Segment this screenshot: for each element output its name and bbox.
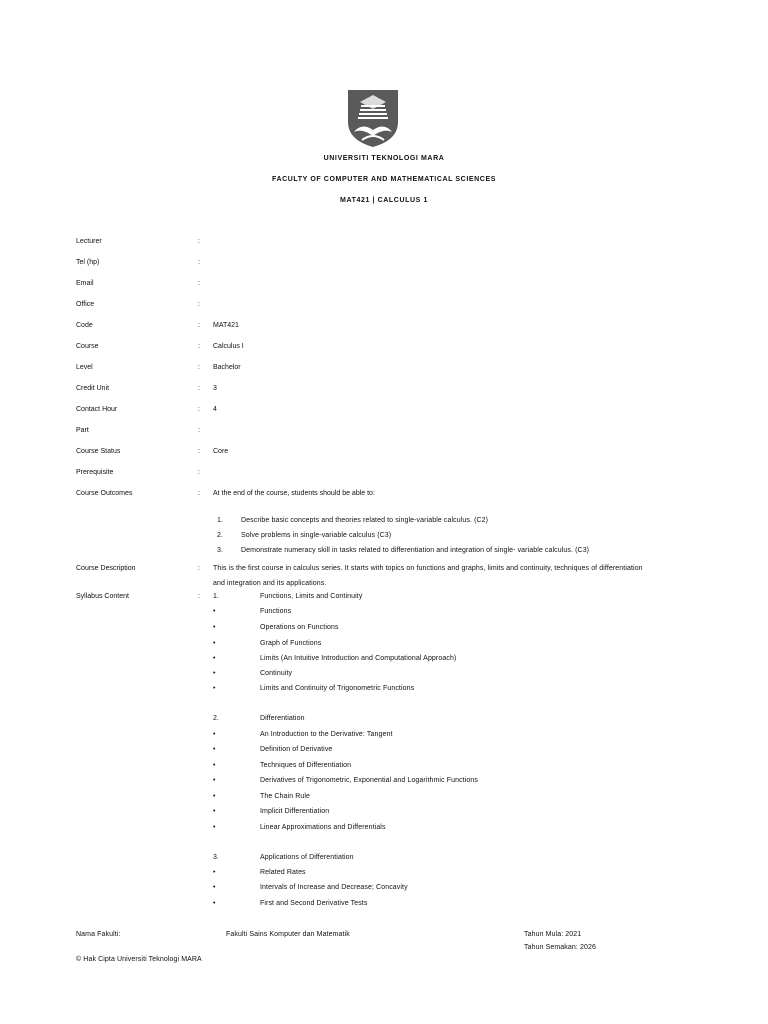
- footer-faculty-label: Nama Fakulti:: [76, 931, 121, 938]
- bullet-icon: •: [213, 777, 216, 784]
- syllabus-item-text: Functions: [260, 608, 292, 615]
- bullet-icon: •: [213, 670, 216, 677]
- syllabus-item-text: Definition of Derivative: [260, 746, 333, 753]
- bullet-icon: •: [213, 655, 216, 662]
- field-value: Bachelor: [213, 364, 241, 371]
- field-colon: :: [198, 238, 200, 245]
- field-value: 3: [213, 385, 217, 392]
- outcomes-label: Course Outcomes: [76, 490, 133, 497]
- syllabus-item: [0, 624, 768, 634]
- field-colon: :: [198, 427, 200, 434]
- syllabus-item-text: Linear Approximations and Differentials: [260, 824, 386, 831]
- field-label: Credit Unit: [76, 385, 110, 392]
- outcome-item: [0, 547, 768, 557]
- course-description: [0, 565, 768, 589]
- field-colon: :: [198, 301, 200, 308]
- bullet-icon: •: [213, 762, 216, 769]
- field-level: [0, 364, 768, 374]
- syllabus-item-text: Related Rates: [260, 869, 306, 876]
- field-colon: :: [198, 490, 200, 497]
- outcome-item: [0, 517, 768, 527]
- syllabus-section-title: [0, 593, 768, 603]
- field-tel: [0, 259, 768, 269]
- syllabus-section-title: [0, 854, 768, 864]
- syllabus-item: [0, 884, 768, 894]
- syllabus-item-text: An Introduction to the Derivative: Tangent: [260, 731, 393, 738]
- field-code: [0, 322, 768, 332]
- bullet-icon: •: [213, 640, 216, 647]
- syllabus-item-text: Techniques of Differentiation: [260, 762, 352, 769]
- section-title: Differentiation: [260, 715, 305, 722]
- field-label: Office: [76, 301, 95, 308]
- syllabus-item-text: Graph of Functions: [260, 640, 322, 647]
- bullet-icon: •: [213, 900, 216, 907]
- field-label: Course Status: [76, 448, 121, 455]
- syllabus-item: [0, 777, 768, 787]
- bullet-icon: •: [213, 884, 216, 891]
- field-value: Calculus I: [213, 343, 244, 350]
- field-course-status: [0, 448, 768, 458]
- field-value: 4: [213, 406, 217, 413]
- syllabus-item: [0, 685, 768, 695]
- outcome-item: [0, 532, 768, 542]
- bullet-icon: •: [213, 685, 216, 692]
- syllabus-item: [0, 608, 768, 618]
- outcome-text: Describe basic concepts and theories related to single-variable calculus. (C2): [241, 517, 489, 524]
- syllabus-item-text: Derivatives of Trigonometric, Exponential and Logarithmic Functions: [260, 777, 478, 784]
- section-number: 1.: [213, 593, 219, 600]
- bullet-icon: •: [213, 608, 216, 615]
- outcome-number: 1.: [217, 517, 223, 524]
- field-email: [0, 280, 768, 290]
- uitm-logo: [348, 88, 398, 148]
- bullet-icon: •: [213, 731, 216, 738]
- field-colon: :: [198, 364, 200, 371]
- field-label: Course: [76, 343, 99, 350]
- footer-review-year: Tahun Semakan: 2026: [524, 944, 596, 951]
- syllabus-item-text: First and Second Derivative Tests: [260, 900, 368, 907]
- bullet-icon: •: [213, 793, 216, 800]
- field-colon: :: [198, 385, 200, 392]
- field-course: [0, 343, 768, 353]
- field-colon: :: [198, 259, 200, 266]
- syllabus-item-text: Operations on Functions: [260, 624, 339, 631]
- syllabus-item-text: Limits (An Intuitive Introduction and Computational Approach): [260, 655, 457, 662]
- field-part: [0, 427, 768, 437]
- bullet-icon: •: [213, 808, 216, 815]
- field-label: Part: [76, 427, 89, 434]
- field-colon: :: [198, 406, 200, 413]
- field-colon: :: [198, 565, 200, 572]
- syllabus-section-title: [0, 715, 768, 725]
- syllabus-item-text: Implicit Differentiation: [260, 808, 330, 815]
- syllabus-item: [0, 824, 768, 834]
- outcomes-intro: At the end of the course, students should be able to:: [213, 490, 375, 497]
- syllabus-item: [0, 655, 768, 665]
- syllabus-item: [0, 670, 768, 680]
- section-number: 3.: [213, 854, 219, 861]
- syllabus-item: [0, 808, 768, 818]
- syllabus-item: [0, 762, 768, 772]
- syllabus-label: Syllabus Content: [76, 593, 129, 600]
- syllabus-item-text: Intervals of Increase and Decrease; Concavity: [260, 884, 408, 891]
- field-office: [0, 301, 768, 311]
- description-label: Course Description: [76, 565, 136, 572]
- field-colon: :: [198, 280, 200, 287]
- footer-start-year: Tahun Mula: 2021: [524, 931, 582, 938]
- footer-faculty-value: Fakulti Sains Komputer dan Matematik: [226, 931, 350, 938]
- syllabus-item-text: The Chain Rule: [260, 793, 311, 800]
- field-colon: :: [198, 469, 200, 476]
- field-label: Prerequisite: [76, 469, 114, 476]
- faculty-name: FACULTY OF COMPUTER AND MATHEMATICAL SCIENCES: [271, 176, 497, 183]
- outcome-number: 2.: [217, 532, 223, 539]
- description-line: This is the first course in calculus series. It starts with topics on functions and graphs, limits and continuity, techniques of differentiation: [213, 565, 643, 572]
- field-contact-hour: [0, 406, 768, 416]
- description-line: and integration and its applications.: [213, 580, 327, 587]
- outcome-text: Demonstrate numeracy skill in tasks related to differentiation and integration of single- variable calculus. (C3): [241, 547, 590, 554]
- field-colon: :: [198, 322, 200, 329]
- outcome-number: 3.: [217, 547, 223, 554]
- syllabus-item: [0, 731, 768, 741]
- field-colon: :: [198, 593, 200, 600]
- syllabus-item-text: Limits and Continuity of Trigonometric Functions: [260, 685, 415, 692]
- bullet-icon: •: [213, 824, 216, 831]
- field-credit-unit: [0, 385, 768, 395]
- field-colon: :: [198, 448, 200, 455]
- field-label: Contact Hour: [76, 406, 118, 413]
- syllabus-item: [0, 900, 768, 910]
- section-number: 2.: [213, 715, 219, 722]
- course-title: MAT421 | CALCULUS 1: [340, 197, 428, 204]
- course-outcomes: [0, 490, 768, 500]
- syllabus-item: [0, 640, 768, 650]
- syllabus-item-text: Continuity: [260, 670, 293, 677]
- field-label: Level: [76, 364, 93, 371]
- outcome-text: Solve problems in single-variable calculus (C3): [241, 532, 392, 539]
- syllabus-item: [0, 793, 768, 803]
- bullet-icon: •: [213, 746, 216, 753]
- footer-copyright: © Hak Cipta Universiti Teknologi MARA: [76, 956, 202, 963]
- field-value: Core: [213, 448, 229, 455]
- field-value: MAT421: [213, 322, 239, 329]
- section-title: Applications of Differentiation: [260, 854, 354, 861]
- section-title: Functions, Limits and Continuity: [260, 593, 363, 600]
- field-prerequisite: [0, 469, 768, 479]
- field-lecturer: [0, 238, 768, 248]
- field-label: Code: [76, 322, 93, 329]
- field-label: Tel (hp): [76, 259, 100, 266]
- bullet-icon: •: [213, 869, 216, 876]
- university-name: UNIVERSITI TEKNOLOGI MARA: [323, 155, 445, 162]
- field-label: Email: [76, 280, 94, 287]
- bullet-icon: •: [213, 624, 216, 631]
- syllabus-item: [0, 869, 768, 879]
- syllabus-item: [0, 746, 768, 756]
- field-label: Lecturer: [76, 238, 102, 245]
- field-colon: :: [198, 343, 200, 350]
